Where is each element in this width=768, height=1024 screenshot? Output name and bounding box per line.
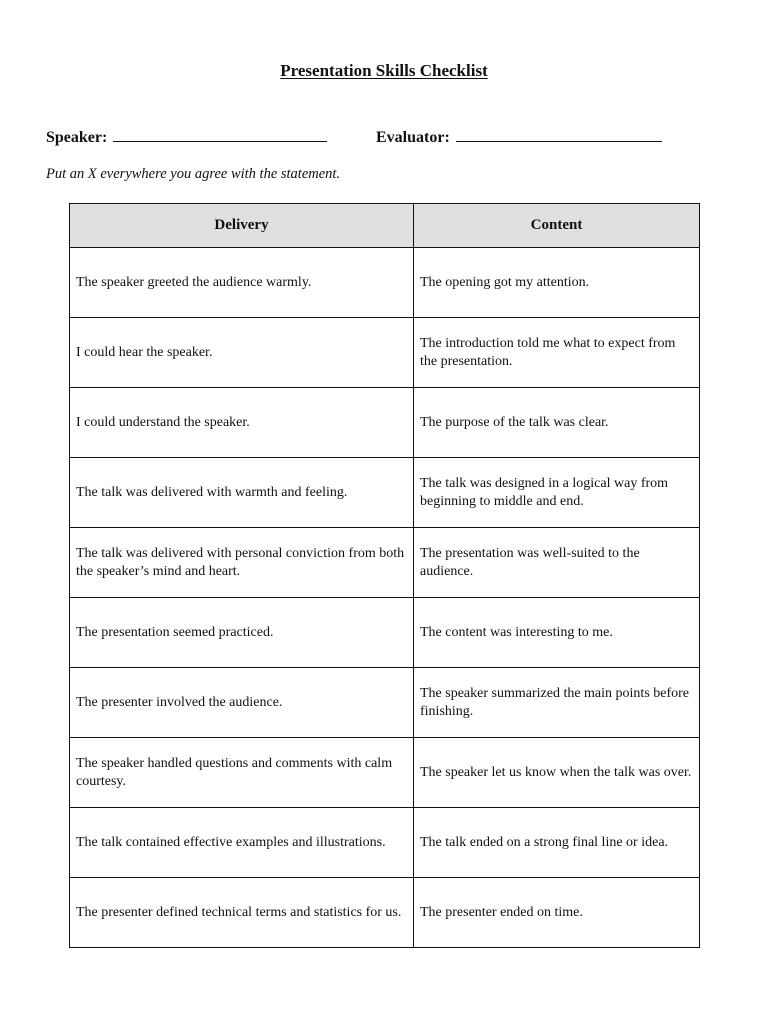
content-cell[interactable]: The content was interesting to me.: [414, 598, 700, 668]
speaker-label: Speaker:: [46, 129, 108, 146]
content-column-header: Content: [414, 204, 700, 248]
instructions-text: Put an X everywhere you agree with the statement.: [46, 166, 341, 182]
table-row: [70, 738, 700, 808]
checklist-table: [69, 203, 700, 948]
table-row: [70, 808, 700, 878]
content-cell[interactable]: The presentation was well-suited to the audience.: [414, 528, 700, 598]
page-title: Presentation Skills Checklist: [280, 61, 488, 80]
evaluator-label: Evaluator:: [376, 129, 450, 146]
delivery-cell[interactable]: The talk was delivered with warmth and feeling.: [70, 458, 414, 528]
table-row: [70, 528, 700, 598]
content-cell[interactable]: The talk ended on a strong final line or idea.: [414, 808, 700, 878]
table-row: [70, 878, 700, 948]
delivery-cell[interactable]: The speaker handled questions and comments with calm courtesy.: [70, 738, 414, 808]
delivery-cell[interactable]: The talk contained effective examples and illustrations.: [70, 808, 414, 878]
delivery-cell[interactable]: I could hear the speaker.: [70, 318, 414, 388]
content-cell[interactable]: The opening got my attention.: [414, 248, 700, 318]
table-row: [70, 458, 700, 528]
table-row: [70, 318, 700, 388]
delivery-cell[interactable]: The talk was delivered with personal conviction from both the speaker’s mind and heart.: [70, 528, 414, 598]
evaluator-blank-line[interactable]: [456, 127, 662, 142]
checklist-body: [70, 248, 700, 948]
table-row: [70, 248, 700, 318]
delivery-cell[interactable]: I could understand the speaker.: [70, 388, 414, 458]
delivery-cell[interactable]: The presenter involved the audience.: [70, 668, 414, 738]
speaker-field: [46, 127, 327, 147]
delivery-cell[interactable]: The presentation seemed practiced.: [70, 598, 414, 668]
table-row: [70, 668, 700, 738]
table-header-row: [70, 204, 700, 248]
content-cell[interactable]: The speaker let us know when the talk was over.: [414, 738, 700, 808]
speaker-blank-line[interactable]: [113, 127, 327, 142]
content-cell[interactable]: The speaker summarized the main points before finishing.: [414, 668, 700, 738]
content-cell[interactable]: The purpose of the talk was clear.: [414, 388, 700, 458]
content-cell[interactable]: The presenter ended on time.: [414, 878, 700, 948]
content-cell[interactable]: The talk was designed in a logical way from beginning to middle and end.: [414, 458, 700, 528]
content-cell[interactable]: The introduction told me what to expect from the presentation.: [414, 318, 700, 388]
delivery-cell[interactable]: The speaker greeted the audience warmly.: [70, 248, 414, 318]
delivery-cell[interactable]: The presenter defined technical terms and statistics for us.: [70, 878, 414, 948]
evaluator-field: [376, 127, 662, 147]
delivery-column-header: Delivery: [70, 204, 414, 248]
table-row: [70, 598, 700, 668]
table-row: [70, 388, 700, 458]
